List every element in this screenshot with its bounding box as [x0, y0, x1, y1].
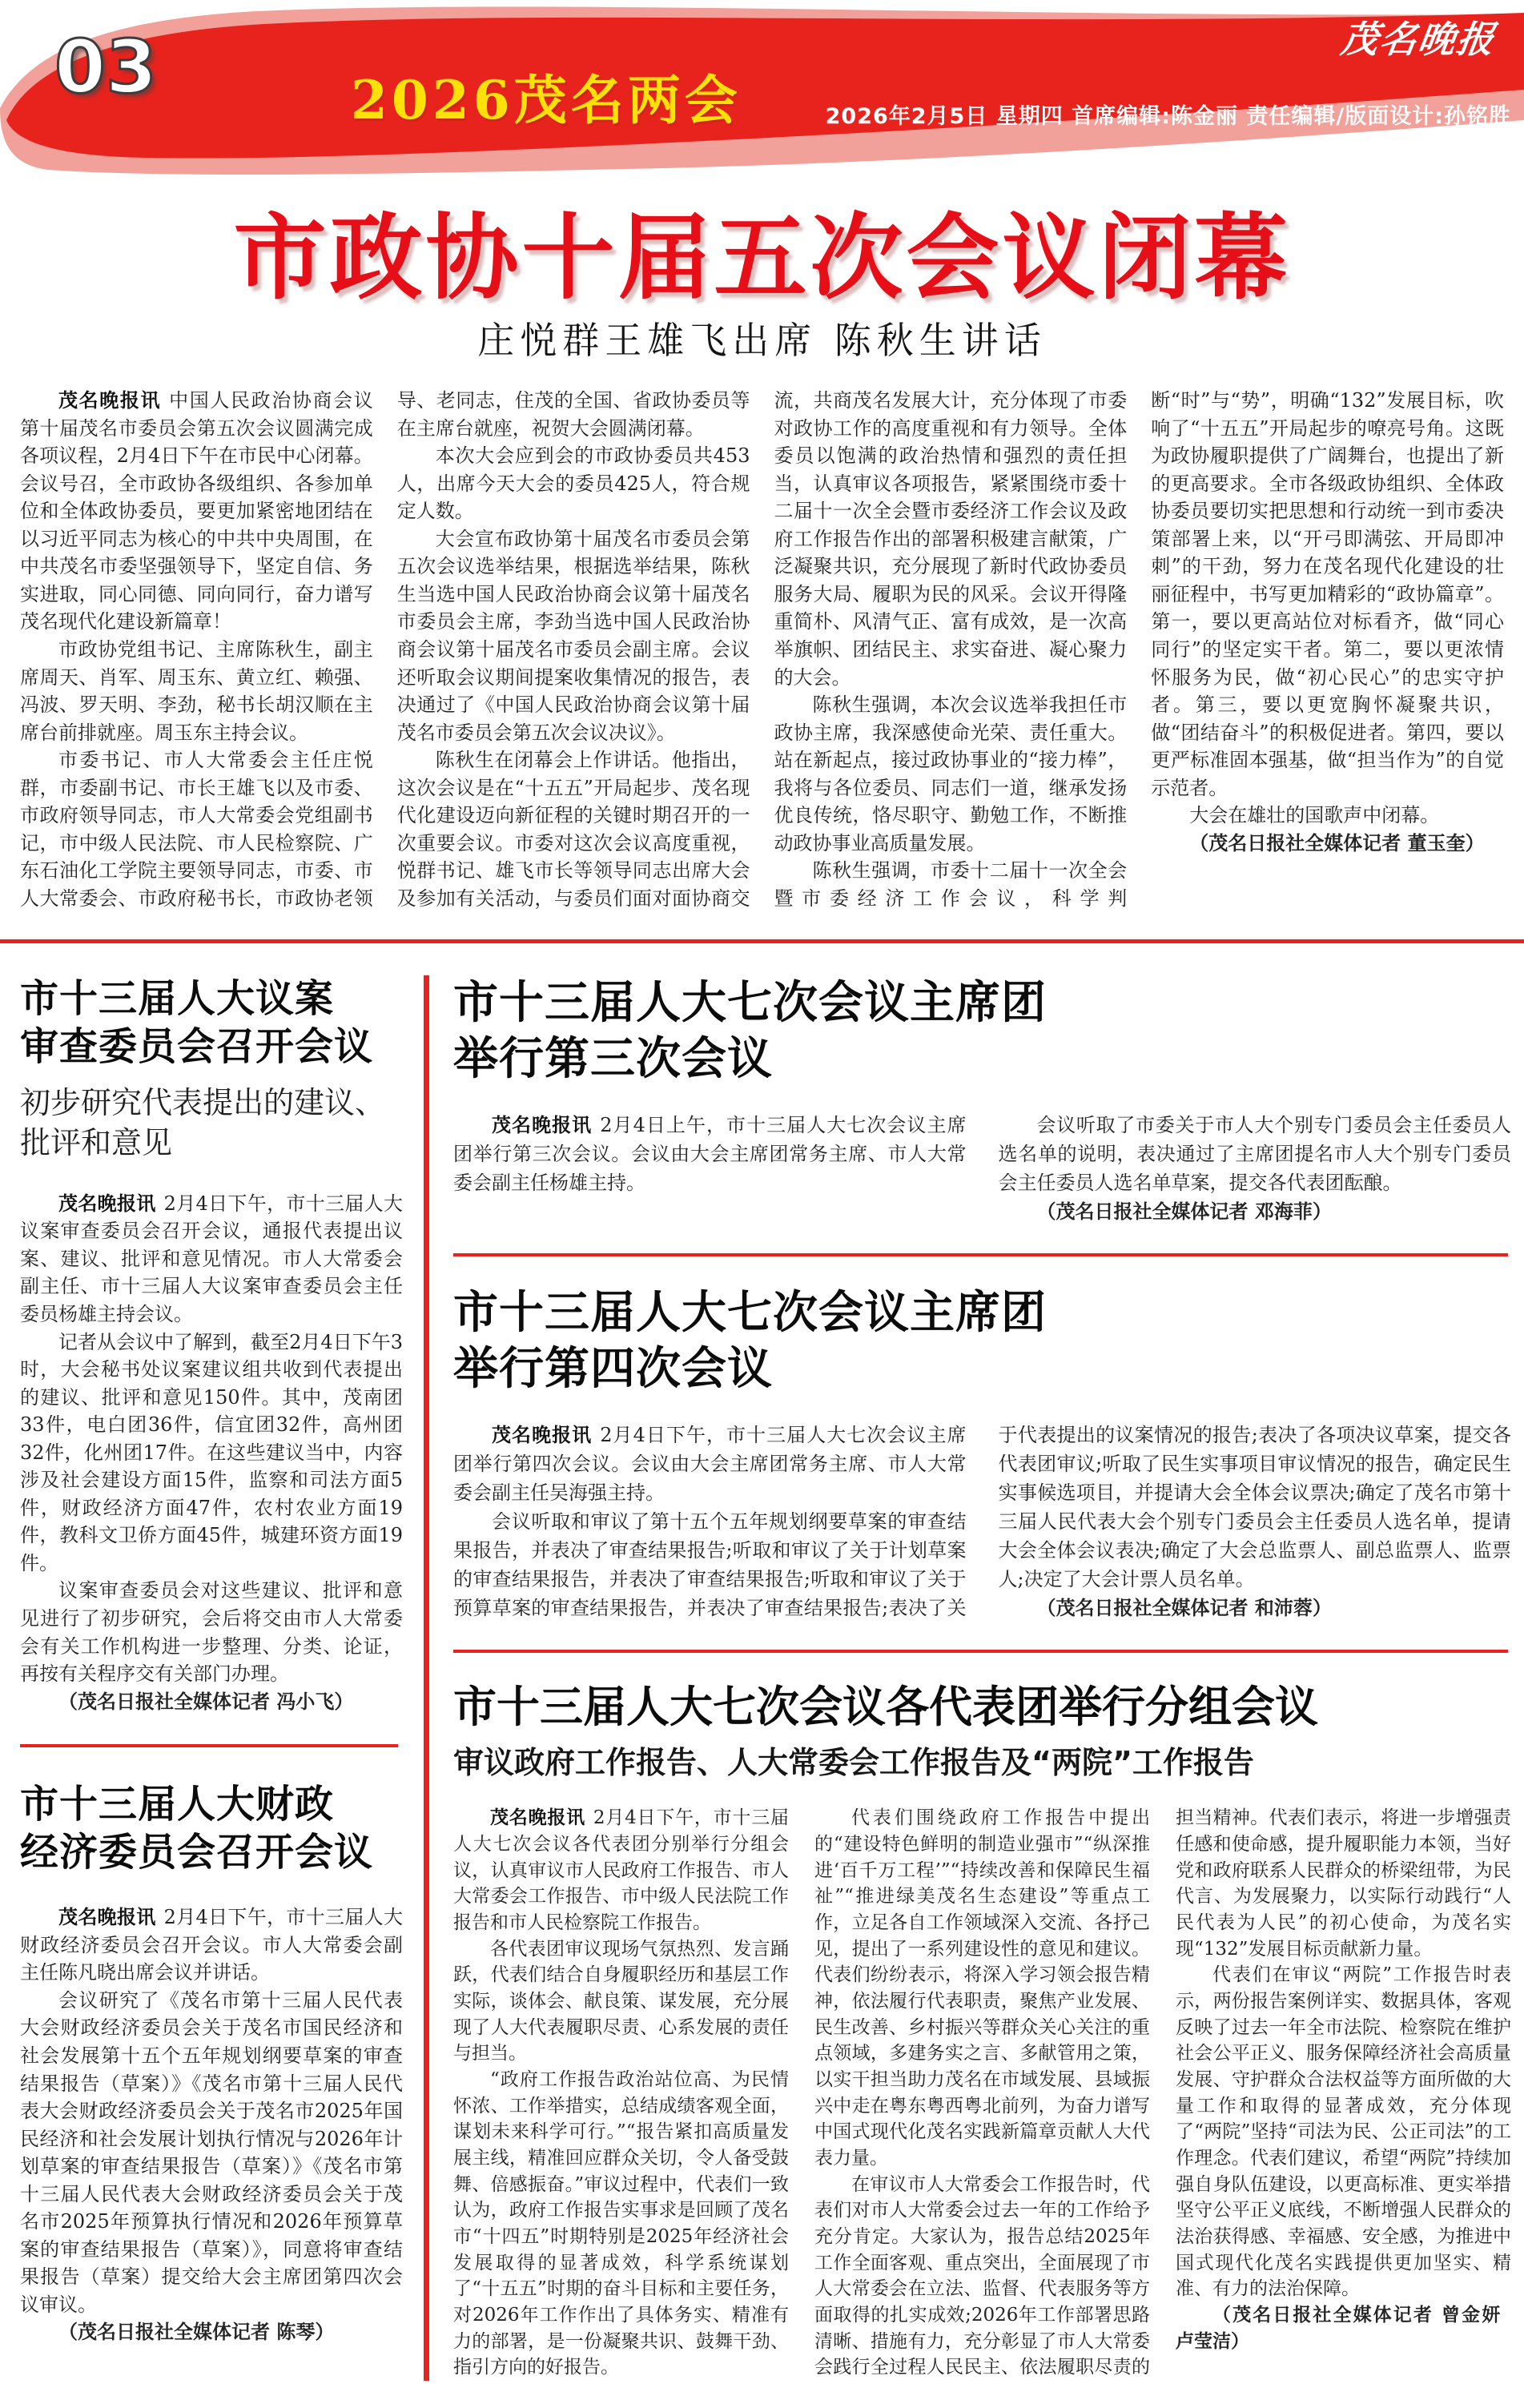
- paragraph-text: 2月4日上午，市十三届人大七次会议主席团举行第三次会议。会议由大会主席团常务主席、市人大常委会副主任杨雄主持。: [453, 1114, 967, 1195]
- article-bill-review-committee: [20, 975, 403, 1715]
- article-body: [20, 1190, 403, 1715]
- dateline: 2026年2月5日 星期四 首席编辑:陈金丽 责任编辑/版面设计:孙铭胜: [825, 104, 1511, 129]
- title-line: 举行第三次会议: [453, 1032, 773, 1085]
- article-title: [20, 1781, 403, 1876]
- article-paragraph: 代表们在审议“两院”工作报告时表示，两份报告案例详实、数据具体，客观反映了过去一年全市法院、检察院在维护社会公平正义、服务保障经济社会高质量发展、守护群众合法权益等方面所做的大量工作和取得的显著成效，充分体现了“两院”坚持“司法为民、公正司法”的工作理念。代表们建议，希望“两院”持续加强自身队伍建设，以更高标准、更实举措坚守公平正义底线，不断增强人民群众的法治获得感、幸福感、安全感，为推进中国式现代化茂名实践提供更加坚实、精准、有力的法治保障。: [1176, 1964, 1511, 2300]
- lead-article-subtitle: 庄悦群王雄飞出席 陈秋生讲话: [477, 318, 1047, 362]
- right-column: [429, 975, 1511, 2380]
- vertical-divider-rule: [424, 975, 429, 2380]
- article-paragraph: “政府工作报告政治站位高、为民情怀浓、工作举措实，总结成绩客观全面，谋划未来科学可行。”“报告紧扣高质量发展主线，精准回应群众关切，令人备受鼓舞、倍感振奋。”审议过程中，代表们一致认为，政府工作报告实事求是回顾了茂名市“十四五”时期特别是2025年经济社会发展取得的显著成效，科学系统谋划了“十五五”时期的奋斗目标和主要任务，对2026年工作作出了具体务实、精准有力的部署，是一份凝聚共识、鼓舞干劲、指引方向的好报告。: [453, 2068, 789, 2378]
- article-presidium-third-meeting: [453, 975, 1511, 1226]
- paragraph-text: 2月4日下午，市十三届人大七次会议主席团举行第四次会议。会议由大会主席团常务主席、市人大常委会副主任吴海强主持。: [453, 1424, 967, 1505]
- news-agency-lead: 茂名晚报讯: [58, 1906, 156, 1929]
- article-paragraph: [453, 1421, 967, 1507]
- article-paragraph: 会议听取了市委关于市人大个别专门委员会主任委员人选名单的说明，表决通过了主席团提名市人大个别专门委员会主任委员人选名单草案，提交各代表团酝酿。: [998, 1114, 1511, 1195]
- byline: （茂名日报社全媒体记者 和沛蓉）: [1036, 1597, 1332, 1620]
- article-paragraph: 大会宣布政协第十届茂名市委员会第五次会议选举结果，根据选举结果，陈秋生当选中国人民政治协商会议第十届茂名市委员会主席，李劲当选中国人民政治协商会议第十届茂名市委员会副主席。会议还听取会议期间提案收集情况的报告，表决通过了《中国人民政治协商会议第十届茂名市委员会第五次会议决议》。: [396, 527, 750, 744]
- paragraph-text: 2月4日下午，市十三届人大财政经济委员会召开会议。市人大常委会副主任陈凡晓出席会议并讲话。: [20, 1906, 403, 1984]
- subtitle-line: 初步研究代表提出的建议、: [20, 1084, 386, 1120]
- article-paragraph: 本次大会应到会的市政协委员共453人，出席今天大会的委员425人，符合规定人数。: [396, 444, 750, 523]
- article-paragraph: 陈秋生强调，本次会议选举我担任市政协主席，我深感使命光荣、责任重大。站在新起点，接过政协事业的“接力棒”，我将与各位委员、同志们一道，继承发扬优良传统，恪尽职守、勤勉工作，不断推动政协事业高质量发展。: [774, 693, 1128, 854]
- news-agency-lead: 茂名晚报讯: [58, 1192, 156, 1215]
- news-agency-lead: 茂名晚报讯: [492, 1424, 593, 1447]
- paragraph-text: 2月4日下午，市十三届人大议案审查委员会召开会议，通报代表提出议案、建议、批评和意见情况。市人大常委会副主任、市十三届人大议案审查委员会主任委员杨雄主持会议。: [20, 1192, 403, 1326]
- article-delegation-group-meetings: [453, 1682, 1511, 2381]
- article-paragraph: [20, 1903, 403, 1987]
- lead-article-body: [20, 387, 1504, 912]
- byline: （茂名日报社全媒体记者 冯小飞）: [58, 1690, 354, 1713]
- article-title: [453, 975, 1511, 1087]
- article-paragraph: 陈秋生在闭幕会上作讲话。他指出，这次会议是在“十五五”开局起步、茂名现代化建设迈向新征程的关键时期召开的一次重要会议。市委对这次会议高度重视，悦群书记、雄飞市长等领导同志出席大会及参加有关活动，与委员们面对面协商交流，共商茂名发展大计，充分体现了市委对政协工作的高度重视和有力领导。全体委员以饱满的政治热情和强烈的责任担当，认真审议各项报告，紧紧围绕市委十二届十一次全会暨市委经济工作会议及政府工作报告作出的部署积极建言献策，广泛凝聚共识，充分展现了新时代政协委员服务大局、履职为民的风采。会议开得隆重简朴、风清气正、富有成效，是一次高举旗帜、团结民主、求实奋进、凝心聚力的大会。: [396, 389, 1128, 910]
- page-header: [0, 0, 1524, 175]
- article-paragraph: [20, 387, 373, 636]
- lead-article: [0, 175, 1524, 917]
- article-paragraph: 记者从会议中了解到，截至2月4日下午3时，大会秘书处议案建议组共收到代表提出的建议、批评和意见150件。其中，茂南团33件，电白团36件，信宜团32件，高州团32件，化州团17件。在这些建议当中，内容涉及社会建设方面15件，监察和司法方面5件，财政经济方面47件，农村农业方面19件，教科文卫侨方面45件，城建环资方面19件。: [20, 1330, 403, 1574]
- article-title: [453, 1285, 1511, 1397]
- masthead-logo: 茂名晚报: [1338, 18, 1498, 61]
- news-agency-lead: 茂名晚报讯: [58, 389, 162, 412]
- byline: （茂名日报社全媒体记者 陈琴）: [58, 2321, 335, 2344]
- page-number: 03: [54, 24, 158, 110]
- article-body: [453, 1111, 1511, 1226]
- article-paragraph: 会议听取和审议了第十五个五年规划纲要草案的审查结果报告，并表决了审查结果报告;听取和审议了关于计划草案的审查结果报告，并表决了审查结果报告;听取和审议了关于预算草案的审查结果报告，并表决了审查结果报告;表决了关于代表提出的议案情况的报告;表决了各项决议草案，提交各代表团审议;听取了民生实事项目审议情况的报告，确定民生实事候选项目，并提请大会全体会议票决;确定了茂名市第十三届人民代表大会个别专门委员会主任委员人选名单，提请大会全体会议表决;确定了大会总监票人、副总监票人、监票人;决定了大会计票人员名单。: [453, 1424, 1511, 1620]
- byline: （茂名日报社全媒体记者 邓海菲）: [1036, 1200, 1332, 1224]
- article-title: [20, 975, 403, 1071]
- article-paragraph: 各代表团审议现场气氛热烈、发言踊跃，代表们结合自身履职经历和基层工作实际，谈体会、献良策、谋发展，充分展现了人大代表履职尽责、心系发展的责任与担当。: [453, 1938, 789, 2064]
- subtitle-line: 批评和意见: [20, 1124, 173, 1160]
- article-paragraph: [453, 1805, 789, 1936]
- article-body: [453, 1805, 1511, 2380]
- title-line: 经济委员会召开会议: [20, 1829, 374, 1875]
- article-paragraph: 在审议市人大常委会工作报告时，代表们对市人大常委会过去一年的工作给予充分肯定。大家认为，报告总结2025年工作全面客观、重点突出，全面展现了市人大常委会在立法、监督、代表服务等方面取得的扎实成效;2026年工作部署思路清晰、措施有力，充分彰显了市人大常委会践行全过程人民民主、依法履职尽责的担当精神。代表们表示，将进一步增强责任感和使命感，提升履职能力本领，当好党和政府联系人民群众的桥梁纽带，为民代言、为发展聚力，以实际行动践行“人民代表为人民”的初心使命，为茂名实现“132”发展目标贡献新力量。: [814, 1807, 1511, 2378]
- title-line: 市十三届人大七次会议主席团: [453, 977, 1047, 1030]
- title-line: 市十三届人大财政: [20, 1782, 335, 1827]
- banner-wave-decoration: [0, 0, 1524, 175]
- article-paragraph: 会议研究了《茂名市第十三届人民代表大会财政经济委员会关于茂名市国民经济和社会发展第十五个五年规划纲要草案的审查结果报告（草案）》《茂名市第十三届人民代表大会财政经济委员会关于茂名市2025年国民经济和社会发展计划执行情况与2026年计划草案的审查结果报告（草案）》《茂名市第十三届人民代表大会财政经济委员会关于茂名市2025年预算执行情况和2026年预算草案的审查结果报告（草案）》，同意将审查结果报告（草案）提交给大会主席团第四次会议审议。: [20, 1988, 403, 2316]
- byline: （茂名日报社全媒体记者 董玉奎）: [1189, 831, 1485, 854]
- byline: （茂名日报社全媒体记者 曾金妍 卢莹洁）: [1176, 2304, 1501, 2352]
- article-paragraph: [20, 1190, 403, 1329]
- middle-section: [0, 943, 1524, 2407]
- title-line: 市十三届人大七次会议主席团: [453, 1287, 1047, 1340]
- article-title: 市十三届人大七次会议各代表团举行分组会议: [453, 1682, 1318, 1733]
- article-body: [20, 1903, 403, 2346]
- article-finance-committee: [20, 1781, 403, 2346]
- article-paragraph: 市委书记、市人大常委会主任庄悦群，市委副书记、市长王雄飞以及市委、市政府领导同志，市人大常委会党组副书记，市中级人民法院、市人民检察院、广东石油化工学院主要领导同志，市委、市人大常委会、市政府秘书长，市政协老领导、老同志，住茂的全国、省政协委员等在主席台就座，祝贺大会圆满闭幕。: [20, 389, 750, 910]
- article-paragraph: 代表们围绕政府工作报告中提出的“建设特色鲜明的制造业强市”“纵深推进‘百千万工程’”“持续改善和保障民生福祉”“推进绿美茂名生态建设”等重点工作，立足各自工作领域深入交流、各抒己见，提出了一系列建设性的意见和建议。代表们纷纷表示，将深入学习领会报告精神，依法履行代表职责，聚焦产业发展、民生改善、乡村振兴等群众关心关注的重点领域，多建务实之言、多献管用之策，以实干担当助力茂名在市域发展、县域振兴中走在粤东粤西粤北前列，为奋力谱写中国式现代化茂名实践新篇章贡献人大代表力量。: [814, 1807, 1150, 2169]
- title-line: 审查委员会召开会议: [20, 1024, 374, 1069]
- title-line: 市十三届人大议案: [20, 976, 335, 1022]
- article-divider-rule: [20, 1744, 398, 1747]
- paragraph-text: 2月4日下午，市十三届人大七次会议各代表团分别举行分组会议，认真审议市人民政府工作报告、市人大常委会工作报告、市中级人民法院工作报告和市人民检察院工作报告。: [453, 1807, 789, 1934]
- article-paragraph: 大会在雄壮的国歌声中闭幕。: [1189, 804, 1440, 827]
- article-paragraph: 市政协党组书记、主席陈秋生，副主席周天、肖军、周玉东、黄立红、赖强、冯波、罗天明、李劲，秘书长胡汉顺在主席台前排就座。周玉东主持会议。: [20, 638, 373, 744]
- article-presidium-fourth-meeting: [453, 1285, 1511, 1622]
- news-agency-lead: 茂名晚报讯: [492, 1114, 593, 1137]
- article-body: [453, 1421, 1511, 1622]
- article-paragraph: 议案审查委员会对这些建议、批评和意见进行了初步研究，会后将交由市人大常委会有关工作机构进一步整理、分类、论证，再按有关程序交有关部门办理。: [20, 1579, 403, 1686]
- lead-article-title: 市政协十届五次会议闭幕: [233, 204, 1291, 312]
- news-agency-lead: 茂名晚报讯: [490, 1807, 585, 1829]
- article-subtitle: 审议政府工作报告、人大常委会工作报告及“两院”工作报告: [453, 1745, 1254, 1781]
- article-paragraph: 陈秋生强调，市委十二届十一次全会暨市委经济工作会议，科学判断“时”与“势”，明确“132”发展目标，吹响了“十五五”开局起步的嘹亮号角。这既为政协履职提供了广阔舞台，也提出了新的更高要求。全市各级政协组织、全体政协委员要切实把思想和行动统一到市委决策部署上来，以“开弓即满弦、开局即冲刺”的干劲，努力在茂名现代化建设的壮丽征程中，书写更加精彩的“政协篇章”。第一，要以更高站位对标看齐，做“同心同行”的坚定实干者。第二，要以更浓情怀服务为民，做“初心民心”的忠实守护者。第三，要以更宽胸怀凝聚共识，做“团结奋斗”的积极促进者。第四，要以更严标准固本强基，做“担当作为”的自觉示范者。: [774, 389, 1504, 910]
- left-column: [20, 975, 403, 2380]
- title-line: 举行第四次会议: [453, 1342, 773, 1395]
- banner-title: 2026茂名两会: [351, 69, 742, 131]
- article-divider-rule: [453, 1650, 1508, 1653]
- article-subtitle: [20, 1083, 403, 1163]
- article-paragraph: [453, 1111, 967, 1197]
- paragraph-text: 中国人民政治协商会议第十届茂名市委员会第五次会议圆满完成各项议程，2月4日下午在市民中心闭幕。会议号召，全市政协各级组织、各参加单位和全体政协委员，要更加紧密地团结在以习近平同志为核心的中共中央周围，在中共茂名市委坚强领导下，坚定自信、务实进取，同心同德、同向同行，奋力谱写茂名现代化建设新篇章！: [20, 389, 373, 633]
- article-divider-rule: [453, 1253, 1508, 1256]
